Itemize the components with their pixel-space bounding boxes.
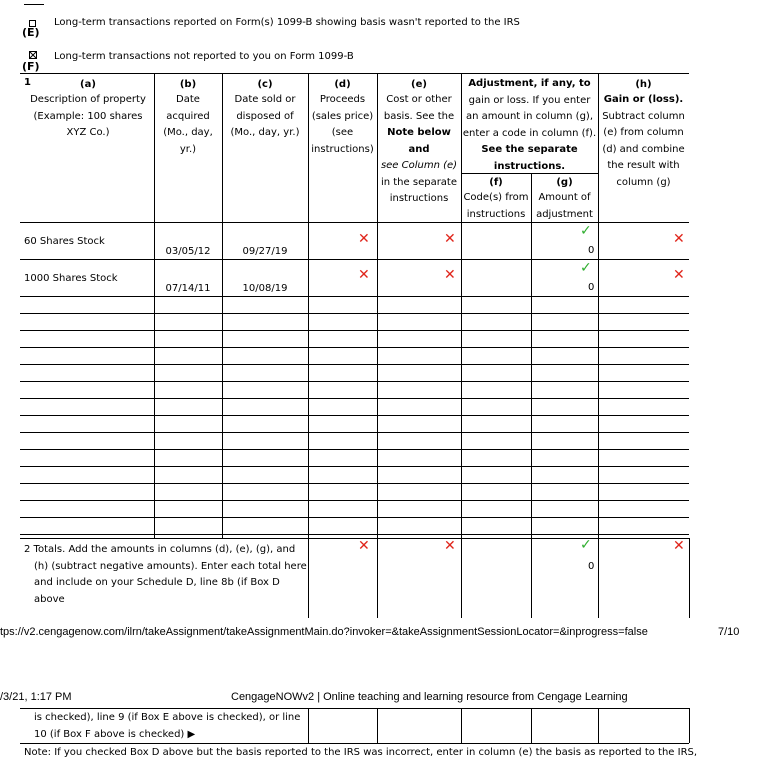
row2-check-icon: ✓ [580, 260, 592, 276]
note-text: Note: If you checked Box D above but the basis reported to the IRS was incorrect, enter in column (e) the basis as reported to the IRS, [24, 747, 698, 758]
box-f-label: (F) [22, 60, 40, 73]
empty-row-line [20, 432, 689, 433]
row1-g-value[interactable]: 0 [588, 245, 595, 256]
col-b-header: (b) Date acquired (Mo., day, yr.) [163, 79, 213, 155]
row2-proceeds-x-icon[interactable]: ✕ [358, 267, 370, 283]
row2-gain-x-icon[interactable]: ✕ [673, 267, 685, 283]
cont-line1: is checked), line 9 (if Box E above is checked), or line [34, 712, 301, 723]
part-number: 1 [24, 77, 31, 88]
empty-row-line [20, 330, 689, 331]
col-d-header: (d) Proceeds (sales price) (see instructions) [311, 79, 374, 155]
empty-row-line [20, 534, 689, 535]
cont-col-g [531, 708, 532, 743]
row2-date-acquired[interactable]: 07/14/11 [165, 283, 211, 294]
row1-date-acquired[interactable]: 03/05/12 [165, 246, 211, 257]
box-e-label: (E) [22, 26, 40, 39]
empty-row-line [20, 466, 689, 467]
row2-basis-x-icon[interactable]: ✕ [444, 267, 456, 283]
col-c-header: (c) Date sold or disposed of (Mo., day, yr.) [230, 79, 300, 138]
totals-basis-x-icon[interactable]: ✕ [444, 538, 456, 554]
top-fragment [24, 0, 44, 5]
row1-description[interactable]: 60 Shares Stock [24, 236, 105, 247]
row2-description[interactable]: 1000 Shares Stock [24, 273, 118, 284]
empty-row-line [20, 381, 689, 382]
box-e-text: Long-term transactions reported on Form(s) 1099-B showing basis wasn't reported to the IRS [54, 17, 520, 28]
row1-proceeds-x-icon[interactable]: ✕ [358, 231, 370, 247]
cont-bottom-border [20, 743, 689, 744]
empty-row-line [20, 517, 689, 518]
empty-row-line [20, 313, 689, 314]
empty-row-line [20, 398, 689, 399]
cont-col-f [461, 708, 462, 743]
totals-text: 2 Totals. Add the amounts in columns (d), (e), (g), and (h) (subtract negative amounts). Enter each total here and include on your Schedule D, line 8b (if Box D above [24, 544, 307, 605]
row2-date-sold[interactable]: 10/08/19 [242, 283, 288, 294]
cont-top-border [20, 708, 689, 709]
cont-col-end [689, 708, 690, 743]
empty-row-line [20, 347, 689, 348]
footer-url[interactable]: tps://v2.cengagenow.com/ilrn/takeAssignment/takeAssignmentMain.do?invoker=&takeAssignmentSessionLocator=&inprogress=false [0, 626, 648, 638]
header-date: /3/21, 1:17 PM [0, 691, 72, 703]
cont-col-h [598, 708, 599, 743]
adj-divider [461, 173, 598, 174]
col-e-header: (e) Cost or other basis. See the Note below and see Column (e) in the separate instructions [380, 79, 458, 204]
totals-gain-x-icon[interactable]: ✕ [673, 538, 685, 554]
col-a-header: (a) Description of property (Example: 100 shares XYZ Co.) [30, 79, 146, 138]
row1-date-sold[interactable]: 09/27/19 [242, 246, 288, 257]
box-f-text: Long-term transactions not reported to you on Form 1099-B [54, 51, 354, 62]
empty-row-line [20, 364, 689, 365]
header-title: CengageNOWv2 | Online teaching and learning resource from Cengage Learning [231, 691, 628, 703]
empty-row-line [20, 449, 689, 450]
col-g-header: (g) Amount of adjustment [536, 177, 593, 220]
table-top-border [20, 73, 689, 74]
empty-row-line [20, 500, 689, 501]
cont-line2: 10 (if Box F above is checked) ▶ [34, 729, 196, 740]
row1-basis-x-icon[interactable]: ✕ [444, 231, 456, 247]
totals-check-icon: ✓ [580, 537, 592, 553]
col-line-g [531, 173, 532, 618]
cont-col-d [308, 708, 309, 743]
cont-col-e [377, 708, 378, 743]
totals-right-border [689, 538, 690, 618]
row2-g-value[interactable]: 0 [588, 282, 595, 293]
row2-border [20, 296, 689, 297]
totals-g-value[interactable]: 0 [588, 561, 595, 572]
row1-gain-x-icon[interactable]: ✕ [673, 231, 685, 247]
footer-page-number: 7/10 [718, 626, 740, 638]
empty-row-line [20, 415, 689, 416]
col-line-c [222, 73, 223, 538]
adjustment-header: Adjustment, if any, to gain or loss. If you enter an amount in column (g), enter a code in column (f). See the separate instructions. [462, 78, 597, 172]
totals-proceeds-x-icon[interactable]: ✕ [358, 538, 370, 554]
row1-check-icon: ✓ [580, 223, 592, 239]
col-f-header: (f) Code(s) from instructions [463, 177, 529, 220]
empty-row-line [20, 483, 689, 484]
col-h-header: (h) Gain or (loss). Subtract column (e) from column (d) and combine the result with column (g) [602, 79, 685, 188]
checked-box-icon [29, 51, 37, 59]
